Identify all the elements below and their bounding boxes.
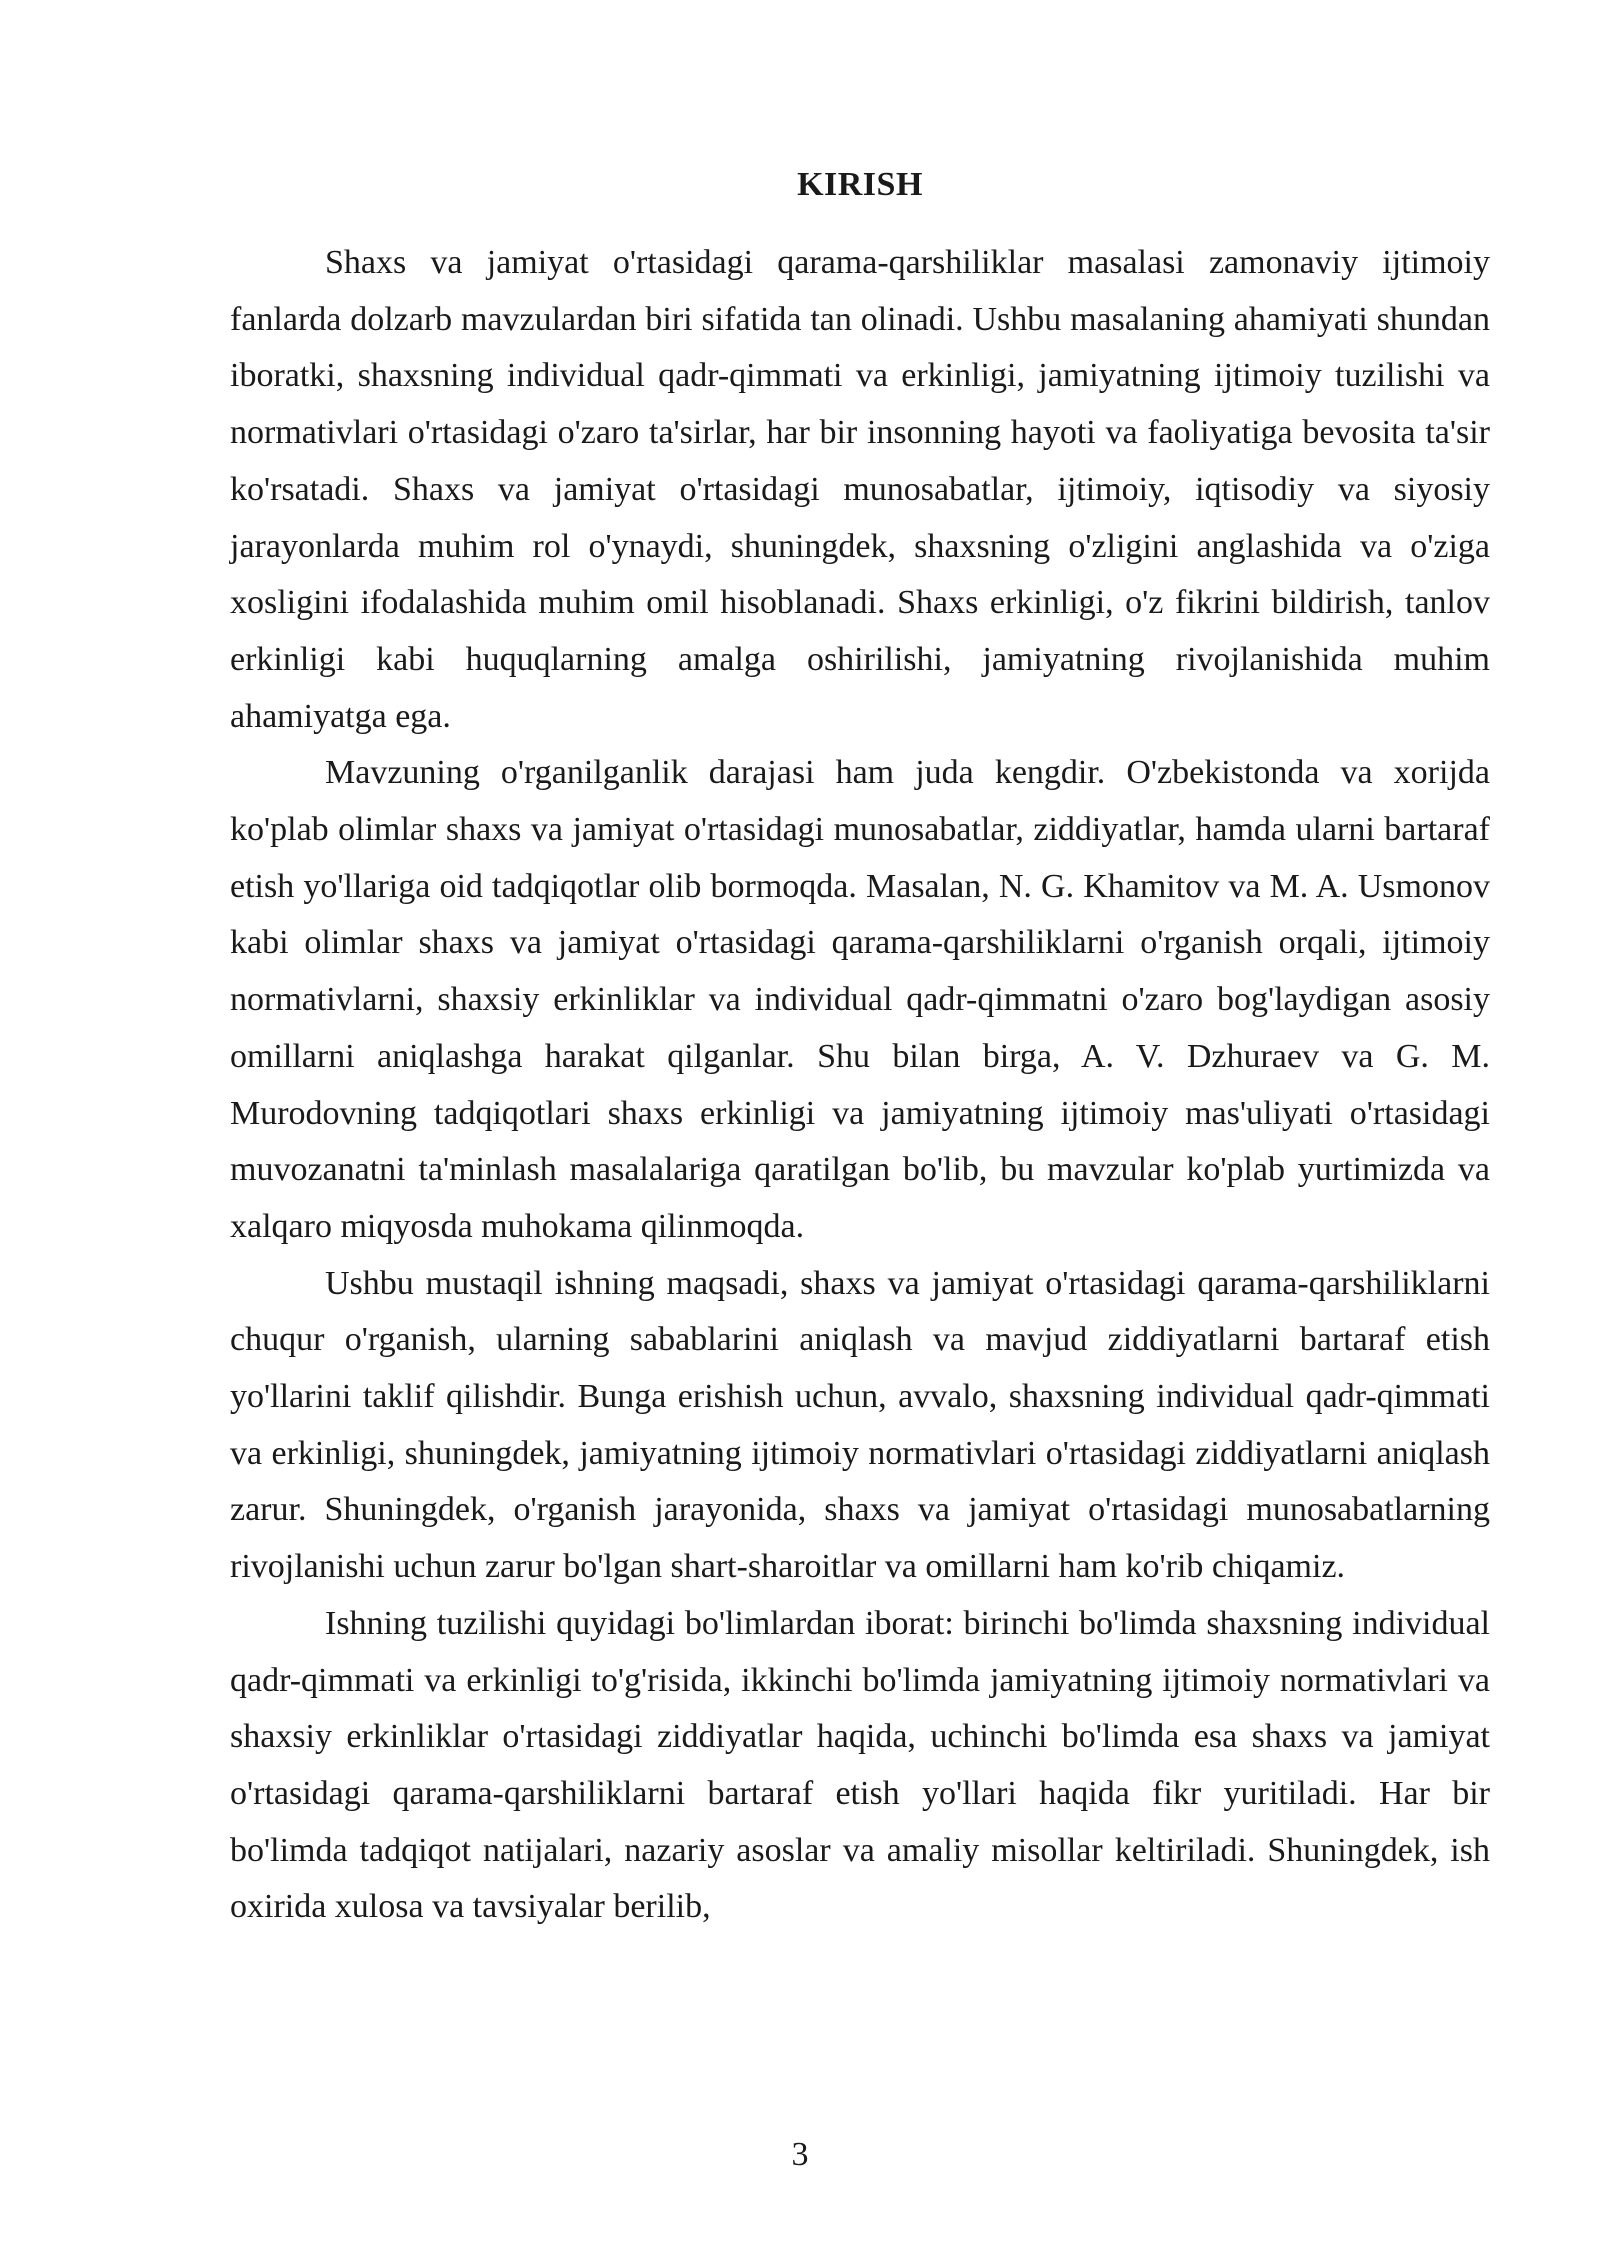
paragraph-structure: Ishning tuzilishi quyidagi bo'limlardan iborat: birinchi bo'limda shaxsning individual qadr-qimmati va erkinligi to'g'risida, ikkinchi bo'limda jamiyatning ijtimoiy normativlari va shaxsiy erkinliklar o'rtasidagi ziddiyatlar haqida, uchinchi bo'limda esa shaxs va jamiyat o'rtasidagi qarama-qarshiliklarni bartaraf etish yo'llari haqida fikr yuritiladi. Har bir bo'limda tadqiqot natijalari, nazariy asoslar va amaliy misollar keltiriladi. Shuningdek, ish oxirida xulosa va tavsiyalar berilib, [230,1604,1490,1926]
paragraph-objective: Ushbu mustaqil ishning maqsadi, shaxs va jamiyat o'rtasidagi qarama-qarshiliklarni chuqur o'rganish, ularning sabablarini aniqlash va mavjud ziddiyatlarni bartaraf etish yo'llarini taklif qilishdir. Bunga erishish uchun, avvalo, shaxsning individual qadr-qimmati va erkinligi, shuningdek, jamiyatning ijtimoiy normativlari o'rtasidagi ziddiyatlarni aniqlash zarur. Shuningdek, o'rganish jarayonida, shaxs va jamiyat o'rtasidagi munosabatlarning rivojlanishi uchun zarur bo'lgan shart-sharoitlar va omillarni ham ko'rib chiqamiz. [230,1264,1490,1586]
section-title: KIRISH [797,166,923,203]
document-page [230,165,1490,1936]
page-number: 3 [791,2136,809,2173]
paragraph-research-degree: Mavzuning o'rganilganlik darajasi ham juda kengdir. O'zbekistonda va xorijda ko'plab olimlar shaxs va jamiyat o'rtasidagi munosabatlar, ziddiyatlar, hamda ularni bartaraf etish yo'llariga oid tadqiqotlar olib bormoqda. Masalan, N. G. Khamitov va M. A. Usmonov kabi olimlar shaxs va jamiyat o'rtasidagi qarama-qarshiliklarni o'rganish orqali, ijtimoiy normativlarni, shaxsiy erkinliklar va individual qadr-qimmatni o'zaro bog'laydigan asosiy omillarni aniqlashga harakat qilganlar. Shu bilan birga, A. V. Dzhuraev va G. M. Murodovning tadqiqotlari shaxs erkinligi va jamiyatning ijtimoiy mas'uliyati o'rtasidagi muvozanatni ta'minlash masalalariga qaratilgan bo'lib, bu mavzular ko'plab yurtimizda va xalqaro miqyosda muhokama qilinmoqda. [230,754,1490,1245]
paragraph-introduction: Shaxs va jamiyat o'rtasidagi qarama-qarshiliklar masalasi zamonaviy ijtimoiy fanlarda dolzarb mavzulardan biri sifatida tan olinadi. Ushbu masalaning ahamiyati shundan iboratki, shaxsning individual qadr-qimmati va erkinligi, jamiyatning ijtimoiy tuzilishi va normativlari o'rtasidagi o'zaro ta'sirlar, har bir insonning hayoti va faoliyatiga bevosita ta'sir ko'rsatadi. Shaxs va jamiyat o'rtasidagi munosabatlar, ijtimoiy, iqtisodiy va siyosiy jarayonlarda muhim rol o'ynaydi, shuningdek, shaxsning o'zligini anglashida va o'ziga xosligini ifodalashida muhim omil hisoblanadi. Shaxs erkinligi, o'z fikrini bildirish, tanlov erkinligi kabi huquqlarning amalga oshirilishi, jamiyatning rivojlanishida muhim ahamiyatga ega. [230,244,1490,735]
